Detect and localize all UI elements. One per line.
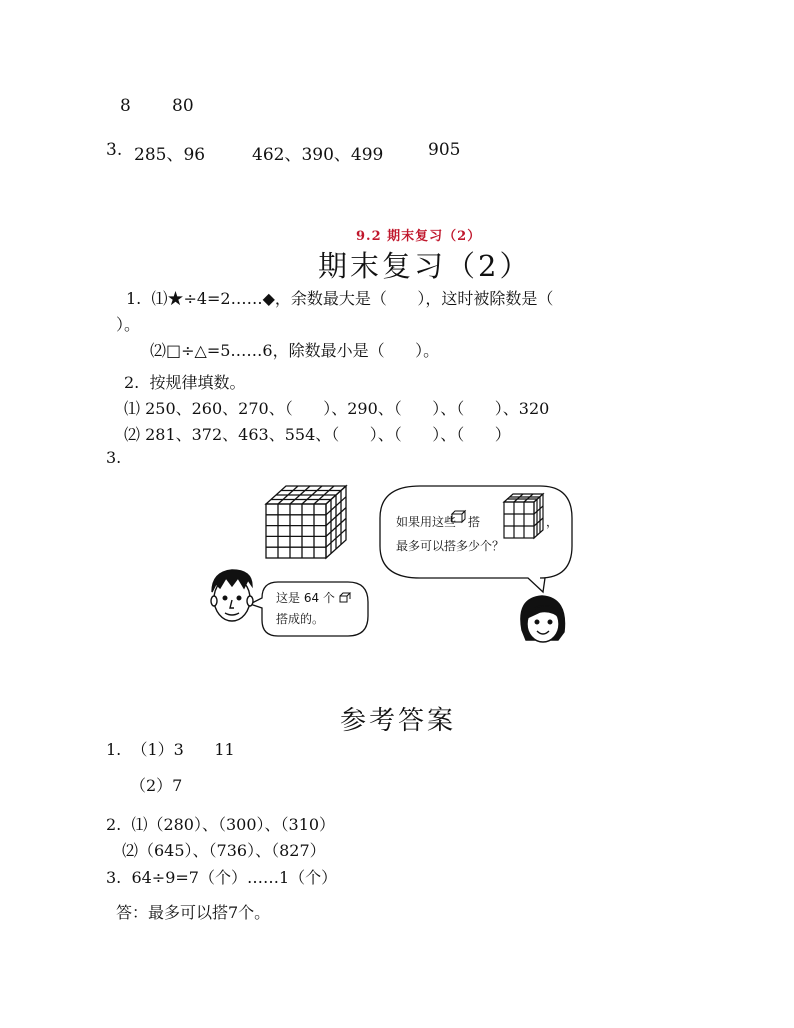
bubble-right-text-line2: 最多可以搭多少个？ [396, 539, 505, 553]
bubble-right-text-c: ， [546, 515, 559, 529]
answer-1-part-1: 1. （1）3 11 [106, 740, 235, 759]
answer-2-part-1: 2. ⑴（280）、（300）、（310） [106, 815, 336, 834]
girl-icon [521, 596, 565, 642]
question-1-part-1-cont: ）。 [116, 315, 141, 334]
bubble-left-text-line1: 这是 64 个 [276, 591, 335, 605]
question-2-part-2: ⑵ 281、372、463、554、（ ）、（ ）、（ ） [124, 425, 511, 444]
bubble-left-text-line2: 搭成的。 [276, 612, 325, 626]
bubble-right-text-b: 搭 [468, 515, 481, 529]
prev-answer-3a: 285、96 [134, 145, 206, 165]
answer-2-part-2: ⑵（645）、（736）、（827） [122, 841, 326, 860]
page-title: 期末复习（2） [318, 249, 532, 283]
prev-answer-num-3: 3. [106, 140, 123, 160]
question-2-part-1: ⑴ 250、260、270、（ ）、290、（ ）、（ ）、320 [124, 399, 550, 418]
prev-answer-8: 8 [120, 96, 131, 116]
section-label: 9.2 期末复习（2） [356, 229, 482, 244]
boy-icon [211, 570, 253, 621]
answer-1-part-2: （2）7 [130, 776, 183, 795]
prev-answer-3c: 905 [428, 140, 461, 160]
question-1-part-2: ⑵□÷△=5……6，除数最小是（ ）。 [150, 341, 440, 360]
prev-answer-3b: 462、390、499 [252, 145, 384, 165]
bubble-right-text-a: 如果用这些 [396, 515, 457, 529]
prev-answer-80: 80 [172, 96, 194, 116]
question-2-title: 2. 按规律填数。 [124, 373, 246, 392]
question-3: 3. [106, 448, 122, 467]
big-cube-icon [266, 486, 346, 558]
answer-3-statement: 答：最多可以搭7个。 [116, 903, 271, 922]
answer-3-equation: 3. 64÷9=7（个）……1（个） [106, 868, 338, 887]
question-1-part-1: 1. ⑴★÷4=2……◆，余数最大是（ ），这时被除数是（ [126, 289, 554, 308]
answers-title: 参考答案 [340, 706, 457, 736]
